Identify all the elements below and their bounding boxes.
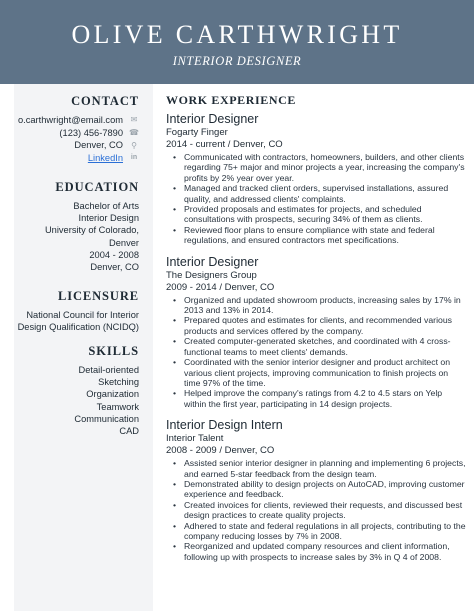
location-row bbox=[4, 139, 139, 152]
list-item: • Reviewed floor plans to ensure compliance with state and federal regulations, and ensured contractors met specifications. bbox=[166, 225, 466, 246]
job-title: Interior Designer bbox=[166, 112, 259, 126]
skill-item: Organization bbox=[86, 389, 139, 400]
list-item: • Reorganized and updated company resources and client information, following up with prospects to increase sales by 3% in Q 4 of 2008. bbox=[166, 541, 466, 562]
school-line-1: University of Colorado, bbox=[44, 225, 139, 236]
licensure-line-2: Design Qualification (NCIDQ) bbox=[17, 322, 139, 333]
skills-heading: SKILLS bbox=[88, 344, 139, 358]
work-experience-section bbox=[166, 92, 466, 562]
linkedin-row bbox=[4, 152, 139, 165]
list-item: • Communicated with contractors, homeowners, builders, and other clients regarding 75+ major and minor projects a year, increasing the company's profits by 2% year over year. bbox=[166, 152, 466, 183]
skill-item: Detail-oriented bbox=[78, 365, 139, 375]
job-bullets bbox=[166, 152, 466, 246]
licensure-line-1: National Council for Interior bbox=[26, 310, 139, 320]
list-item: • Helped improve the company's ratings from 4.2 to 4.5 stars on Yelp within the first year, participating in 14 design projects. bbox=[166, 388, 466, 409]
degree: Bachelor of Arts bbox=[73, 201, 139, 211]
phone-row bbox=[4, 127, 139, 140]
location-pin-icon: ⚲ bbox=[131, 140, 137, 150]
skill-item: CAD bbox=[119, 426, 139, 437]
job-title: Interior Designer bbox=[166, 254, 259, 269]
skills-section bbox=[4, 344, 139, 437]
email-text[interactable]: o.carthwright@email.com bbox=[17, 115, 123, 125]
skill-item: Communication bbox=[74, 413, 139, 424]
job-bullets bbox=[166, 295, 466, 409]
job-title: Interior Design Intern bbox=[166, 418, 283, 433]
phone-icon: ☎ bbox=[129, 128, 139, 138]
job-entry bbox=[166, 418, 466, 562]
location-text: Denver, CO bbox=[74, 140, 123, 151]
list-item: • Assisted senior interior designer in planning and implementing 6 projects, and earned 5-star feedback from the design team. bbox=[166, 458, 466, 479]
company-name: Interior Talent bbox=[166, 433, 224, 445]
job-dates: 2014 - current / Denver, CO bbox=[166, 139, 283, 150]
company-name: The Designers Group bbox=[166, 269, 257, 281]
licensure-heading: LICENSURE bbox=[57, 289, 139, 303]
candidate-title: INTERIOR DESIGNER bbox=[172, 54, 302, 68]
education-years: 2004 - 2008 bbox=[89, 249, 139, 260]
phone-text[interactable]: (123) 456-7890 bbox=[59, 127, 123, 138]
job-entry bbox=[166, 255, 466, 409]
school-line-2: Denver bbox=[109, 237, 139, 248]
candidate-name: OLIVE CARTHWRIGHT bbox=[71, 20, 403, 49]
list-item: • Prepared quotes and estimates for clients, and recommended various products and services offered by the company. bbox=[166, 315, 466, 336]
contact-section bbox=[4, 94, 139, 165]
envelope-icon: ✉ bbox=[130, 115, 138, 125]
licensure-section bbox=[4, 289, 139, 333]
resume-header bbox=[0, 0, 474, 84]
job-entry bbox=[166, 112, 466, 246]
list-item: • Managed and tracked client orders, supervised installations, assured quality, and addressed clients' complaints. bbox=[166, 183, 466, 204]
list-item: • Coordinated with the senior interior designer and product architect on various client projects, improving communication to finish projects on time 97% of the time. bbox=[166, 357, 466, 388]
skill-item: Sketching bbox=[98, 377, 139, 388]
list-item: • Provided proposals and estimates for projects, and scheduled consultations with prospects, securing 34% of them as clients. bbox=[166, 204, 466, 225]
skill-item: Teamwork bbox=[96, 401, 139, 412]
major: Interior Design bbox=[78, 213, 139, 224]
job-dates: 2009 - 2014 / Denver, CO bbox=[166, 281, 275, 293]
education-heading: EDUCATION bbox=[55, 180, 139, 194]
education-location: Denver, CO bbox=[90, 262, 139, 273]
list-item: • Adhered to state and federal regulations in all projects, contributing to the company reducing losses by 7% in 2008. bbox=[166, 521, 466, 542]
list-item: • Created invoices for clients, reviewed their requests, and discussed best design practices to create quality projects. bbox=[166, 500, 466, 521]
education-section bbox=[4, 180, 139, 273]
linkedin-link[interactable]: LinkedIn bbox=[87, 152, 123, 163]
list-item: • Demonstrated ability to design projects on AutoCAD, improving customer experience and feedback. bbox=[166, 479, 466, 500]
company-name: Fogarty Finger bbox=[166, 127, 228, 138]
job-bullets bbox=[166, 458, 466, 562]
linkedin-icon: in bbox=[130, 154, 138, 162]
list-item: • Organized and updated showroom products, increasing sales by 17% in 2013 and 13% in 2014. bbox=[166, 295, 466, 316]
job-dates: 2008 - 2009 / Denver, CO bbox=[166, 445, 275, 457]
work-experience-heading: WORK EXPERIENCE bbox=[166, 93, 297, 107]
contact-heading: CONTACT bbox=[71, 94, 139, 108]
email-row bbox=[4, 114, 139, 127]
list-item: • Created computer-generated sketches, and coordinated with 4 cross-functional teams to meet clients' demands. bbox=[166, 336, 466, 357]
